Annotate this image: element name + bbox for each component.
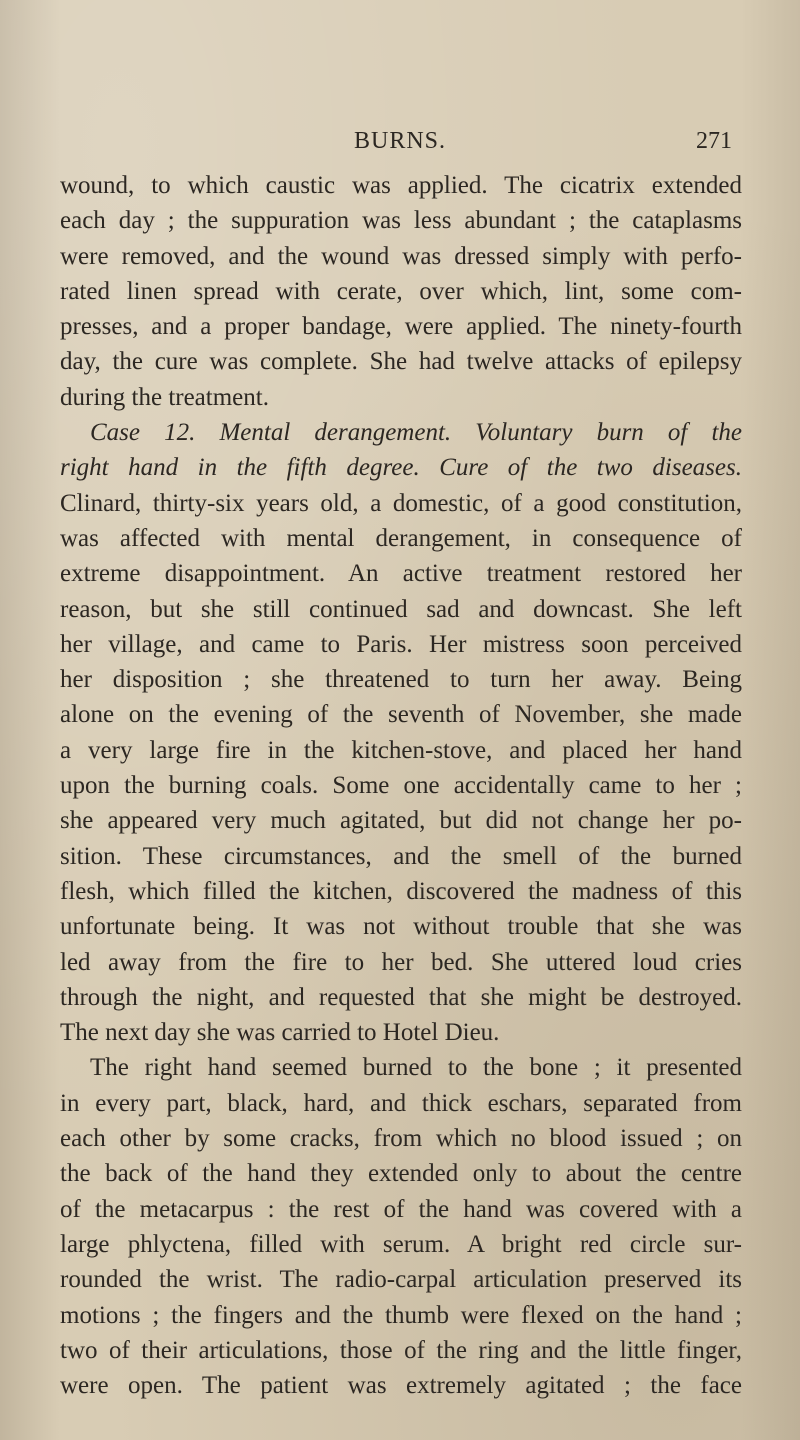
text-line: two of their articulations, those of the ring and the little finger, [60,1336,742,1364]
text-line: were removed, and the wound was dressed simply with perfo- [60,242,742,270]
case-heading-line: right hand in the fifth degree. Cure of the two diseases. [60,454,742,482]
text-line: each day ; the suppuration was less abundant ; the cataplasms [60,207,742,235]
text-line: extreme disappointment. An active treatment restored her [60,560,742,588]
running-head [60,128,740,160]
text-line: in every part, black, hard, and thick eschars, separated from [60,1089,742,1117]
text-line: during the treatment. [60,383,269,411]
text-line: motions ; the fingers and the thumb were flexed on the hand ; [60,1301,742,1329]
text-line: wound, to which caustic was applied. The cicatrix extended [60,172,742,199]
text-line: upon the burning coals. Some one accidentally came to her ; [60,772,742,800]
text-line: large phlyctena, filled with serum. A bright red circle sur- [60,1230,742,1258]
text-line: rounded the wrist. The radio-carpal articulation preserved its [60,1266,742,1294]
text-line: The next day she was carried to Hotel Dieu. [60,1019,500,1047]
text-line: through the night, and requested that she might be destroyed. [60,983,742,1011]
text-line: flesh, which filled the kitchen, discovered the madness of this [60,877,742,905]
text-line: led away from the fire to her bed. She uttered loud cries [60,948,742,976]
text-line: her disposition ; she threatened to turn her away. Being [60,666,742,694]
text-line: was affected with mental derangement, in consequence of [60,524,742,552]
text-line: of the metacarpus : the rest of the hand was covered with a [60,1195,742,1223]
text-line: her village, and came to Paris. Her mistress soon perceived [60,630,742,658]
text-line: day, the cure was complete. She had twelve attacks of epilepsy [60,348,742,376]
text-line: a very large fire in the kitchen-stove, and placed her hand [60,736,742,764]
text-line: alone on the evening of the seventh of November, she made [60,701,742,729]
body-text [60,168,742,1403]
page-number: 271 [696,128,732,154]
text-line: unfortunate being. It was not without trouble that she was [60,913,742,941]
text-line: Clinard, thirty-six years old, a domestic, of a good constitution, [60,489,742,517]
text-line: were open. The patient was extremely agitated ; the face [60,1372,742,1400]
text-line: The right hand seemed burned to the bone ; it presented [90,1054,742,1082]
running-title: BURNS. [353,128,447,154]
text-line: the back of the hand they extended only to about the centre [60,1160,742,1188]
text-line: reason, but she still continued sad and downcast. She left [60,595,742,623]
case-heading-line: Case 12. Mental derangement. Voluntary burn of the [90,419,742,447]
text-line: presses, and a proper bandage, were applied. The ninety-fourth [60,313,742,341]
text-line: each other by some cracks, from which no blood issued ; on [60,1125,742,1153]
text-line: rated linen spread with cerate, over which, lint, some com- [60,277,742,305]
text-line: she appeared very much agitated, but did not change her po- [60,807,742,835]
text-line: sition. These circumstances, and the smell of the burned [60,842,742,870]
